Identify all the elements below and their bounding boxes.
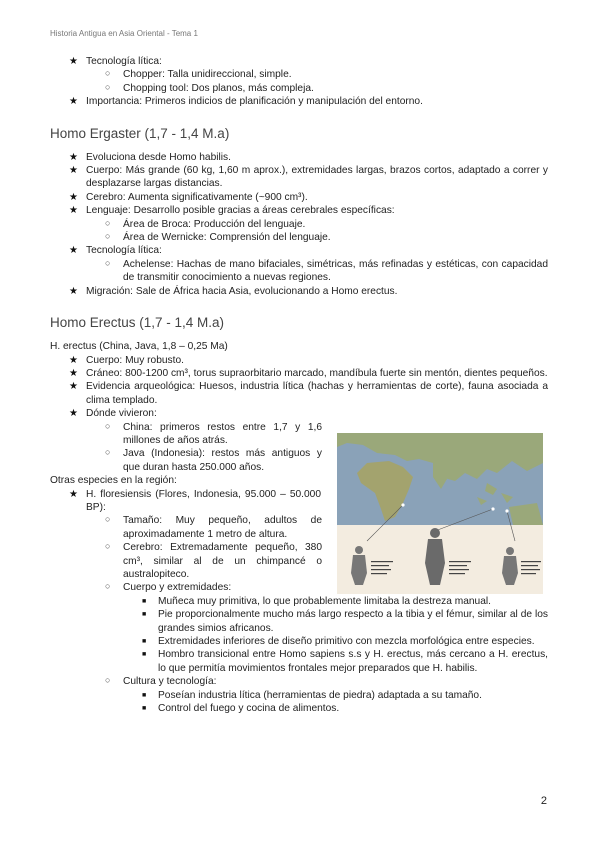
star-bullet-icon: ★ [69,191,78,203]
star-bullet-icon: ★ [69,165,78,177]
list-item: ■ Control del fuego y cocina de alimentos. [142,703,340,715]
list-item: ■ Hombro transicional entre Homo sapiens s.s y H. erectus, más cercano a H. erectus, lo que permitía movimientos frontales mejor preparados que H. habilis. [142,649,548,674]
list-item: ○ Área de Broca: Producción del lenguaje. [105,217,306,230]
star-bullet-icon: ★ [69,205,78,217]
site-marker [491,507,494,510]
list-item: ★ Cuerpo: Muy robusto. [69,354,184,366]
hominin-silhouette [502,547,518,585]
intro-list [50,55,548,109]
list-item: ★ H. floresiensis (Flores, Indonesia, 95.000 – 50.000 BP): [69,488,321,513]
star-bullet-icon: ★ [69,408,78,420]
square-bullet-icon: ■ [142,597,147,605]
hominin-silhouette [351,546,367,585]
list-item: ○ China: primeros restos entre 1,7 y 1,6 millones de años atrás. [105,420,322,446]
star-bullet-icon: ★ [69,151,78,163]
square-bullet-icon: ■ [142,705,147,713]
list-item: ★ Dónde vivieron: [69,408,157,420]
star-bullet-icon: ★ [69,367,78,379]
page-body [50,55,548,715]
list-item: ○ Cultura y tecnología: [105,675,217,688]
circle-bullet-icon: ○ [105,541,111,552]
list-item: ○ Tamaño: Muy pequeño, adultos de aproximadamente 1 metro de altura. [105,514,322,540]
list-item: ★ Evidencia arqueológica: Huesos, industria lítica (hachas y herramientas de corte), fauna asociada a clima templado. [69,381,548,406]
list-item: ■ Poseían industria lítica (herramientas de piedra) adaptada a su tamaño. [142,689,482,701]
square-bullet-icon: ■ [142,611,147,619]
section-heading-erectus: Homo Erectus (1,7 - 1,4 M.a) [50,315,225,331]
star-bullet-icon: ★ [69,488,78,500]
page-number: 2 [540,795,547,807]
hominin-silhouette [425,528,445,585]
square-bullet-icon: ■ [142,691,147,699]
circle-bullet-icon: ○ [105,514,111,525]
list-item: ■ Muñeca muy primitiva, lo que probablemente limitaba la destreza manual. [142,595,491,607]
list-item: ■ Pie proporcionalmente mucho más largo respecto a la tibia y el fémur, similar al de los grandes simios africanos. [142,609,548,634]
list-item: ○ Chopper: Talla unidireccional, simple. [105,68,292,81]
list-item: ○ Chopping tool: Dos planos, más compleja. [105,81,314,94]
star-bullet-icon: ★ [69,285,78,297]
list-item: ○ Achelense: Hachas de mano bifaciales, simétricas, más refinadas y estéticas, con capacidad de transmitir conocimiento a nuevas regiones. [105,257,548,284]
circle-bullet-icon: ○ [105,675,111,686]
ergaster-list [50,151,548,298]
star-bullet-icon: ★ [69,96,78,108]
section-heading-ergaster: Homo Ergaster (1,7 - 1,4 M.a) [50,125,230,141]
other-species-label: Otras especies en la región: [50,475,177,487]
erectus-intro: H. erectus (China, Java, 1,8 – 0,25 Ma) [50,341,228,353]
list-item: ★ Importancia: Primeros indicios de planificación y manipulación del entorno. [69,96,423,108]
list-item: ○ Cuerpo y extremidades: [105,581,232,594]
star-bullet-icon: ★ [69,381,78,393]
star-bullet-icon: ★ [69,56,78,67]
list-item: ○ Cerebro: Extremadamente pequeño, 380 cm³, similar al de un chimpancé o australopiteco. [105,541,322,580]
list-item: ★ Tecnología lítica: [69,56,162,67]
list-item: ■ Extremidades inferiores de diseño primitivo con mezcla morfológica entre especies. [142,636,535,648]
circle-bullet-icon: ○ [105,231,111,242]
list-item: ★ Cuerpo: Más grande (60 kg, 1,60 m aprox.), extremidades largas, brazos cortos, adaptado a correr y desplazarse largas distancias. [69,165,548,190]
circle-bullet-icon: ○ [105,257,111,268]
list-item: ★ Lenguaje: Desarrollo posible gracias a áreas cerebrales específicas: [69,205,395,217]
star-bullet-icon: ★ [69,354,78,366]
site-marker [401,503,404,506]
square-bullet-icon: ■ [142,638,147,646]
circle-bullet-icon: ○ [105,447,111,458]
running-header: Historia Antigua en Asia Oriental - Tema 1 [50,29,198,38]
site-marker [505,509,508,512]
star-bullet-icon: ★ [69,245,78,257]
list-item: ★ Migración: Sale de África hacia Asia, evolucionando a Homo erectus. [69,285,398,297]
list-item: ★ Evoluciona desde Homo habilis. [69,151,231,163]
list-item: ★ Cráneo: 800-1200 cm³, torus supraorbitario marcado, mandíbula fuerte sin mentón, dientes pequeños. [69,367,548,379]
circle-bullet-icon: ○ [105,81,111,92]
homo-migration-map-figure [337,433,543,594]
circle-bullet-icon: ○ [105,68,111,79]
circle-bullet-icon: ○ [105,581,111,592]
list-item: ○ Java (Indonesia): restos más antiguos y que duran hasta 250.000 años. [105,447,322,473]
list-item: ★ Tecnología lítica: [69,245,162,257]
list-item: ○ Área de Wernicke: Comprensión del lenguaje. [105,231,331,244]
circle-bullet-icon: ○ [105,217,111,228]
circle-bullet-icon: ○ [105,420,111,431]
map-illustration [337,433,543,594]
list-item: ★ Cerebro: Aumenta significativamente (~900 cm³). [69,191,308,203]
square-bullet-icon: ■ [142,651,147,659]
